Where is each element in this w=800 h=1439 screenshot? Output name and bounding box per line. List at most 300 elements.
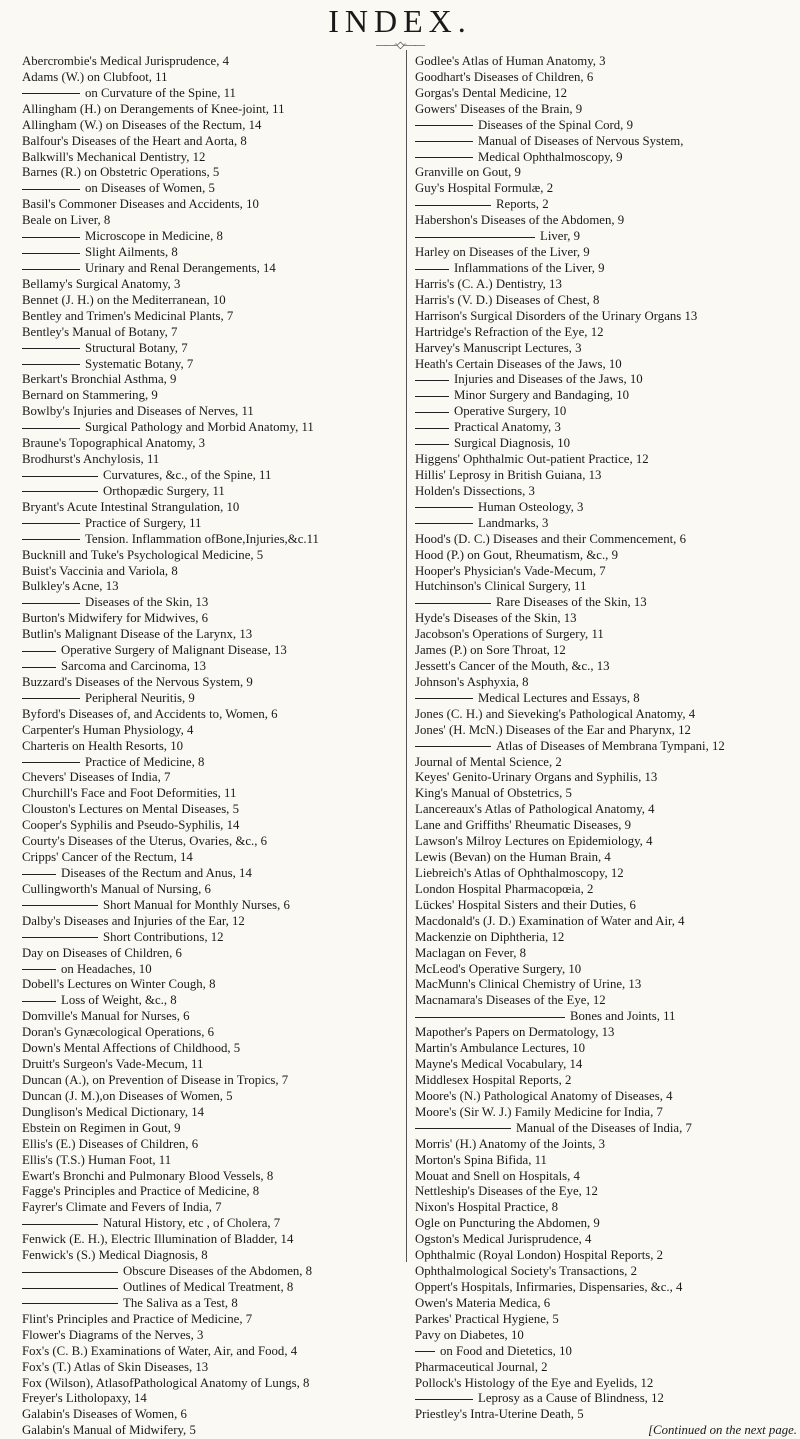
index-entry xyxy=(22,1407,404,1423)
index-entry xyxy=(415,357,797,373)
index-entry-text: Fox's (C. B.) Examinations of Water, Air, and Food, 4 xyxy=(22,1343,298,1358)
index-entry-text: Keyes' Genito-Urinary Organs and Syphilis, 13 xyxy=(415,770,658,785)
ditto-dash xyxy=(22,905,98,906)
ditto-dash xyxy=(415,1399,473,1400)
index-entry xyxy=(415,659,797,675)
index-entry-text: Bernard on Stammering, 9 xyxy=(22,388,158,403)
index-entry-text: Balkwill's Mechanical Dentistry, 12 xyxy=(22,149,206,164)
index-entry-text: Leprosy as a Cause of Blindness, 12 xyxy=(478,1391,664,1406)
index-entry xyxy=(415,102,797,118)
index-entry xyxy=(22,516,404,532)
index-entry xyxy=(22,1391,404,1407)
index-entry-text: Allingham (H.) on Derangements of Knee-joint, 11 xyxy=(22,101,285,116)
index-entry xyxy=(22,675,404,691)
index-entry-text: Mayne's Medical Vocabulary, 14 xyxy=(415,1057,583,1072)
index-entry xyxy=(22,150,404,166)
index-entry xyxy=(22,197,404,213)
index-entry-text: Cullingworth's Manual of Nursing, 6 xyxy=(22,881,211,896)
index-entry xyxy=(22,1232,404,1248)
ditto-dash xyxy=(22,969,56,970)
ditto-dash xyxy=(22,762,80,763)
index-entry xyxy=(22,229,404,245)
index-entry xyxy=(22,993,404,1009)
index-entry xyxy=(22,1296,404,1312)
index-entry-text: Urinary and Renal Derangements, 14 xyxy=(85,260,276,275)
index-entry-text: Harrison's Surgical Disorders of the Urinary Organs 13 xyxy=(415,308,698,323)
index-entry-text: Diseases of the Spinal Cord, 9 xyxy=(478,117,633,132)
index-entry xyxy=(415,946,797,962)
index-entry xyxy=(415,882,797,898)
ditto-dash xyxy=(22,1001,56,1002)
index-entry xyxy=(22,1423,404,1439)
index-entry xyxy=(22,1073,404,1089)
ditto-dash xyxy=(22,874,56,875)
ditto-dash xyxy=(22,189,80,190)
index-entry xyxy=(22,1376,404,1392)
index-entry-text: Godlee's Atlas of Human Anatomy, 3 xyxy=(415,54,606,68)
index-entry-text: Courty's Diseases of the Uterus, Ovaries, &c., 6 xyxy=(22,834,268,849)
index-entry-text: Journal of Mental Science, 2 xyxy=(415,754,562,769)
index-entry xyxy=(22,882,404,898)
index-entry-text: Habershon's Diseases of the Abdomen, 9 xyxy=(415,213,625,228)
index-entry xyxy=(415,452,797,468)
index-entry xyxy=(22,404,404,420)
index-entry xyxy=(415,134,797,150)
index-entry xyxy=(415,54,797,70)
index-entry-text: Practice of Medicine, 8 xyxy=(85,754,205,769)
index-entry xyxy=(22,611,404,627)
index-entry-text: Macdonald's (J. D.) Examination of Water and Air, 4 xyxy=(415,913,685,928)
ditto-dash xyxy=(415,746,491,747)
index-entry-text: Pollock's Histology of the Eye and Eyelids, 12 xyxy=(415,1375,654,1390)
index-entry-text: McLeod's Operative Surgery, 10 xyxy=(415,961,582,976)
index-entry xyxy=(415,914,797,930)
ditto-dash xyxy=(22,603,80,604)
index-entry-text: Mackenzie on Diphtheria, 12 xyxy=(415,929,565,944)
index-entry-text: Microscope in Medicine, 8 xyxy=(85,229,223,244)
index-entry xyxy=(415,962,797,978)
ditto-dash xyxy=(22,491,98,492)
index-entry-text: Ogston's Medical Jurisprudence, 4 xyxy=(415,1232,592,1247)
index-entry-text: Jones' (H. McN.) Diseases of the Ear and Pharynx, 12 xyxy=(415,722,691,737)
index-entry-text: Bennet (J. H.) on the Mediterranean, 10 xyxy=(22,292,226,307)
index-entry xyxy=(22,643,404,659)
index-entry xyxy=(22,834,404,850)
index-entry xyxy=(22,1137,404,1153)
index-entry-text: Pavy on Diabetes, 10 xyxy=(415,1327,524,1342)
index-entry xyxy=(22,564,404,580)
index-entry-text: Bowlby's Injuries and Diseases of Nerves, 11 xyxy=(22,404,254,419)
index-entry xyxy=(22,134,404,150)
index-entry-text: Bones and Joints, 11 xyxy=(570,1009,676,1024)
index-entry-text: on Curvature of the Spine, 11 xyxy=(85,85,236,100)
index-entry-text: Injuries and Diseases of the Jaws, 10 xyxy=(454,372,643,387)
index-entry xyxy=(22,659,404,675)
index-entry-text: Moore's (Sir W. J.) Family Medicine for India, 7 xyxy=(415,1104,663,1119)
index-entry-text: Duncan (A.), on Prevention of Disease in Tropics, 7 xyxy=(22,1073,289,1087)
index-entry xyxy=(415,1216,797,1232)
index-entry-text: Druitt's Surgeon's Vade-Mecum, 11 xyxy=(22,1057,204,1072)
index-entry-text: Flower's Diagrams of the Nerves, 3 xyxy=(22,1327,204,1342)
index-entry xyxy=(22,54,404,70)
continued-note: [Continued on the next page. xyxy=(648,1423,797,1438)
index-entry xyxy=(22,1360,404,1376)
index-entry xyxy=(22,898,404,914)
index-entry-text: Pharmaceutical Journal, 2 xyxy=(415,1359,548,1374)
index-entry-text: Medical Lectures and Essays, 8 xyxy=(478,690,640,705)
index-entry xyxy=(22,914,404,930)
ditto-dash xyxy=(415,1351,435,1352)
index-entry xyxy=(22,818,404,834)
ditto-dash xyxy=(415,269,449,270)
index-entry-text: Macnamara's Diseases of the Eye, 12 xyxy=(415,993,606,1008)
index-entry-text: Burton's Midwifery for Midwives, 6 xyxy=(22,611,209,626)
index-entry-text: Nixon's Hospital Practice, 8 xyxy=(415,1200,559,1215)
index-entry xyxy=(22,436,404,452)
index-entry xyxy=(415,1280,797,1296)
ditto-dash xyxy=(415,1128,511,1129)
ditto-dash xyxy=(415,396,449,397)
index-entry xyxy=(415,532,797,548)
index-entry-text: Buzzard's Diseases of the Nervous System, 9 xyxy=(22,674,253,689)
index-entry-text: Doran's Gynæcological Operations, 6 xyxy=(22,1025,215,1040)
ditto-dash xyxy=(415,205,491,206)
index-entry-text: Inflammations of the Liver, 9 xyxy=(454,260,605,275)
ditto-dash xyxy=(22,253,80,254)
index-entry-text: Cooper's Syphilis and Pseudo-Syphilis, 14 xyxy=(22,818,240,833)
index-entry xyxy=(415,1009,797,1025)
index-entry-text: Adams (W.) on Clubfoot, 11 xyxy=(22,69,168,84)
index-entry xyxy=(415,500,797,516)
index-entry-text: Harris's (C. A.) Dentistry, 13 xyxy=(415,276,562,291)
index-entry xyxy=(415,245,797,261)
index-entry-text: Jones (C. H.) and Sieveking's Pathological Anatomy, 4 xyxy=(415,706,696,721)
index-entry xyxy=(22,977,404,993)
index-entry xyxy=(22,707,404,723)
index-entry-text: Medical Ophthalmoscopy, 9 xyxy=(478,149,623,164)
index-entry-text: Lane and Griffiths' Rheumatic Diseases, 9 xyxy=(415,818,632,833)
index-entry-text: Goodhart's Diseases of Children, 6 xyxy=(415,69,594,84)
index-entry xyxy=(22,866,404,882)
index-entry-text: Braune's Topographical Anatomy, 3 xyxy=(22,436,206,451)
index-entry xyxy=(415,468,797,484)
index-entry-text: Harris's (V. D.) Diseases of Chest, 8 xyxy=(415,292,600,307)
index-entry-text: Domville's Manual for Nurses, 6 xyxy=(22,1009,190,1024)
index-entry xyxy=(415,1391,797,1407)
index-entry-text: Systematic Botany, 7 xyxy=(85,356,194,371)
index-entry-text: Hooper's Physician's Vade-Mecum, 7 xyxy=(415,563,606,578)
ditto-dash xyxy=(415,523,473,524)
ditto-dash xyxy=(415,507,473,508)
index-entry-text: Fenwick (E. H.), Electric Illumination of Bladder, 14 xyxy=(22,1232,294,1247)
index-entry-text: Manual of Diseases of Nervous System, xyxy=(478,133,684,148)
index-entry-text: Diseases of the Rectum and Anus, 14 xyxy=(61,866,252,881)
index-entry-text: Short Contributions, 12 xyxy=(103,929,224,944)
index-entry-text: Hyde's Diseases of the Skin, 13 xyxy=(415,611,577,626)
index-entry-text: Bryant's Acute Intestinal Strangulation, 10 xyxy=(22,499,240,514)
index-entry xyxy=(415,165,797,181)
index-entry-text: Hartridge's Refraction of the Eye, 12 xyxy=(415,324,604,339)
index-entry-text: Hood (P.) on Gout, Rheumatism, &c., 9 xyxy=(415,547,618,562)
index-entry xyxy=(415,1137,797,1153)
index-entry-text: Bucknill and Tuke's Psychological Medicine, 5 xyxy=(22,547,264,562)
index-entry-text: Practice of Surgery, 11 xyxy=(85,515,202,530)
index-entry xyxy=(22,245,404,261)
ditto-dash xyxy=(415,444,449,445)
index-entry xyxy=(22,118,404,134)
index-entry xyxy=(415,1057,797,1073)
index-entry-text: Granville on Gout, 9 xyxy=(415,165,521,180)
index-entry-text: Rare Diseases of the Skin, 13 xyxy=(496,595,647,610)
index-entry xyxy=(22,500,404,516)
ditto-dash xyxy=(22,1224,98,1225)
index-entry xyxy=(22,1057,404,1073)
index-entry-text: Abercrombie's Medical Jurisprudence, 4 xyxy=(22,54,229,68)
index-entry-text: Jessett's Cancer of the Mouth, &c., 13 xyxy=(415,659,610,674)
index-entry xyxy=(22,325,404,341)
index-entry xyxy=(22,802,404,818)
index-entry xyxy=(22,739,404,755)
index-entry-text: Structural Botany, 7 xyxy=(85,340,188,355)
index-entry-text: Harley on Diseases of the Liver, 9 xyxy=(415,245,590,260)
index-entry-text: Priestley's Intra-Uterine Death, 5 xyxy=(415,1407,584,1422)
index-entry-text: Bentley and Trimen's Medicinal Plants, 7 xyxy=(22,308,234,323)
index-entry-text: Surgical Pathology and Morbid Anatomy, 11 xyxy=(85,420,314,435)
ditto-dash xyxy=(22,428,80,429)
index-entry-text: Freyer's Litholopaxy, 14 xyxy=(22,1391,147,1406)
index-entry-text: Morton's Spina Bifida, 11 xyxy=(415,1152,547,1167)
index-entry xyxy=(415,277,797,293)
column-divider xyxy=(406,50,407,1262)
index-entry xyxy=(415,293,797,309)
index-entry-text: Brodhurst's Anchylosis, 11 xyxy=(22,452,160,467)
ditto-dash xyxy=(415,157,473,158)
index-entry xyxy=(415,1264,797,1280)
index-entry xyxy=(415,627,797,643)
index-entry xyxy=(415,564,797,580)
index-entry xyxy=(415,834,797,850)
index-entry-text: Holden's Dissections, 3 xyxy=(415,483,535,498)
index-entry-text: Buist's Vaccinia and Variola, 8 xyxy=(22,563,178,578)
index-entry xyxy=(415,388,797,404)
index-entry-text: Middlesex Hospital Reports, 2 xyxy=(415,1073,572,1087)
index-entry xyxy=(22,261,404,277)
index-entry-text: Butlin's Malignant Disease of the Larynx, 13 xyxy=(22,627,253,642)
index-entry xyxy=(415,150,797,166)
index-entry xyxy=(415,197,797,213)
index-entry xyxy=(415,548,797,564)
index-entry xyxy=(415,770,797,786)
index-entry-text: Down's Mental Affections of Childhood, 5 xyxy=(22,1041,241,1056)
index-entry xyxy=(415,372,797,388)
index-entry-text: Jacobson's Operations of Surgery, 11 xyxy=(415,627,604,642)
ditto-dash xyxy=(415,1017,565,1018)
ditto-dash xyxy=(415,428,449,429)
index-entry-text: Bulkley's Acne, 13 xyxy=(22,579,119,594)
index-entry-text: Dunglison's Medical Dictionary, 14 xyxy=(22,1104,205,1119)
index-entry xyxy=(415,691,797,707)
index-entry xyxy=(415,786,797,802)
index-entry-text: Mapother's Papers on Dermatology, 13 xyxy=(415,1025,615,1040)
index-entry xyxy=(415,898,797,914)
index-entry xyxy=(22,484,404,500)
index-entry xyxy=(415,1407,797,1423)
index-entry xyxy=(22,1153,404,1169)
ditto-dash xyxy=(22,1303,118,1304)
index-entry-text: Galabin's Diseases of Women, 6 xyxy=(22,1407,187,1422)
ditto-dash xyxy=(22,651,56,652)
index-entry-text: Sarcoma and Carcinoma, 13 xyxy=(61,659,206,674)
index-entry-text: The Saliva as a Test, 8 xyxy=(123,1295,238,1310)
index-entry xyxy=(415,1073,797,1089)
index-entry xyxy=(415,86,797,102)
index-entry-text: King's Manual of Obstetrics, 5 xyxy=(415,786,572,801)
index-entry xyxy=(415,1025,797,1041)
index-entry-text: Outlines of Medical Treatment, 8 xyxy=(123,1279,294,1294)
ditto-dash xyxy=(415,237,535,238)
index-entry xyxy=(22,691,404,707)
index-entry xyxy=(22,723,404,739)
index-entry-text: Lancereaux's Atlas of Pathological Anatomy, 4 xyxy=(415,802,655,817)
index-entry-text: Morris' (H.) Anatomy of the Joints, 3 xyxy=(415,1136,605,1151)
index-entry xyxy=(22,946,404,962)
index-entry-text: Hutchinson's Clinical Surgery, 11 xyxy=(415,579,587,594)
index-entry-text: Atlas of Diseases of Membrana Tympani, 12 xyxy=(496,738,725,753)
index-entry-text: Heath's Certain Diseases of the Jaws, 10 xyxy=(415,356,622,371)
index-entry-text: Practical Anatomy, 3 xyxy=(454,420,561,435)
index-entry xyxy=(22,1216,404,1232)
index-entry-text: Moore's (N.) Pathological Anatomy of Diseases, 4 xyxy=(415,1088,673,1103)
ditto-dash xyxy=(415,141,473,142)
index-entry-text: Berkart's Bronchial Asthma, 9 xyxy=(22,372,177,387)
index-entry xyxy=(415,70,797,86)
ditto-dash xyxy=(22,539,80,540)
index-entry-text: Day on Diseases of Children, 6 xyxy=(22,945,182,960)
index-entry xyxy=(22,532,404,548)
index-entry xyxy=(415,1169,797,1185)
index-entry xyxy=(22,1328,404,1344)
index-entry-text: Human Osteology, 3 xyxy=(478,499,584,514)
index-column-right xyxy=(415,54,797,1439)
index-entry xyxy=(415,579,797,595)
index-entry-text: Carpenter's Human Physiology, 4 xyxy=(22,722,194,737)
index-entry xyxy=(22,1121,404,1137)
index-entry xyxy=(415,1344,797,1360)
index-entry-text: Fayrer's Climate and Fevers of India, 7 xyxy=(22,1200,222,1215)
index-entry-text: Minor Surgery and Bandaging, 10 xyxy=(454,388,629,403)
index-entry-text: Operative Surgery, 10 xyxy=(454,404,567,419)
index-entry xyxy=(22,1169,404,1185)
index-entry xyxy=(415,1153,797,1169)
index-entry-text: Clouston's Lectures on Mental Diseases, 5 xyxy=(22,802,239,817)
index-entry xyxy=(415,1184,797,1200)
index-entry xyxy=(415,261,797,277)
index-entry-text: Galabin's Manual of Midwifery, 5 xyxy=(22,1423,196,1438)
index-entry xyxy=(415,707,797,723)
index-entry-text: Hood's (D. C.) Diseases and their Commencement, 6 xyxy=(415,531,686,546)
index-entry-text: Cripps' Cancer of the Rectum, 14 xyxy=(22,850,193,865)
index-entry-text: on Headaches, 10 xyxy=(61,961,152,976)
index-entry xyxy=(415,1376,797,1392)
index-entry-text: Fenwick's (S.) Medical Diagnosis, 8 xyxy=(22,1248,208,1263)
index-entry-text: Peripheral Neuritis, 9 xyxy=(85,690,195,705)
index-entry-text: Slight Ailments, 8 xyxy=(85,245,178,260)
index-entry xyxy=(415,595,797,611)
index-entry-text: Gorgas's Dental Medicine, 12 xyxy=(415,85,568,100)
index-entry-text: London Hospital Pharmacopœia, 2 xyxy=(415,881,594,896)
index-entry-text: Orthopædic Surgery, 11 xyxy=(103,483,225,498)
index-entry xyxy=(415,930,797,946)
index-entry-text: Dobell's Lectures on Winter Cough, 8 xyxy=(22,977,216,992)
index-entry xyxy=(415,1105,797,1121)
index-entry xyxy=(415,325,797,341)
index-entry-text: Barnes (R.) on Obstetric Operations, 5 xyxy=(22,165,220,180)
index-entry xyxy=(22,1041,404,1057)
index-entry xyxy=(415,1200,797,1216)
index-entry-text: Short Manual for Monthly Nurses, 6 xyxy=(103,897,290,912)
index-entry xyxy=(415,181,797,197)
index-entry xyxy=(22,595,404,611)
index-entry-text: Bellamy's Surgical Anatomy, 3 xyxy=(22,276,181,291)
index-entry xyxy=(415,1328,797,1344)
index-entry xyxy=(22,1344,404,1360)
index-entry-text: Fox (Wilson), AtlasofPathological Anatomy of Lungs, 8 xyxy=(22,1375,310,1390)
index-entry xyxy=(415,484,797,500)
ditto-dash xyxy=(22,523,80,524)
index-entry xyxy=(415,516,797,532)
index-entry-text: Harvey's Manuscript Lectures, 3 xyxy=(415,340,582,355)
index-entry-text: Ellis's (E.) Diseases of Children, 6 xyxy=(22,1136,199,1151)
index-entry xyxy=(415,818,797,834)
index-entry xyxy=(22,1009,404,1025)
index-entry xyxy=(22,1248,404,1264)
ditto-dash xyxy=(415,380,449,381)
ditto-dash xyxy=(415,125,473,126)
index-entry-text: Charteris on Health Resorts, 10 xyxy=(22,738,183,753)
ditto-dash xyxy=(22,937,98,938)
index-entry xyxy=(22,165,404,181)
index-entry xyxy=(22,468,404,484)
ditto-dash xyxy=(22,93,80,94)
index-entry xyxy=(415,643,797,659)
index-entry-text: Landmarks, 3 xyxy=(478,515,549,530)
index-entry-text: Beale on Liver, 8 xyxy=(22,213,111,228)
index-entry-text: Parkes' Practical Hygiene, 5 xyxy=(415,1311,559,1326)
index-entry-text: Lawson's Milroy Lectures on Epidemiology, 4 xyxy=(415,834,653,849)
index-entry-text: on Diseases of Women, 5 xyxy=(85,181,215,196)
index-entry xyxy=(22,770,404,786)
index-entry xyxy=(415,341,797,357)
index-entry-text: Liebreich's Atlas of Ophthalmoscopy, 12 xyxy=(415,866,624,881)
index-entry xyxy=(22,850,404,866)
page-title: INDEX. xyxy=(328,3,472,39)
index-entry-text: Obscure Diseases of the Abdomen, 8 xyxy=(123,1264,313,1279)
index-entry xyxy=(415,993,797,1009)
index-entry xyxy=(22,1184,404,1200)
index-entry-text: Guy's Hospital Formulæ, 2 xyxy=(415,181,554,196)
index-entry xyxy=(22,341,404,357)
index-entry xyxy=(22,70,404,86)
index-entry xyxy=(415,866,797,882)
ditto-dash xyxy=(22,269,80,270)
index-entry-text: Reports, 2 xyxy=(496,197,549,212)
index-entry-text: Operative Surgery of Malignant Disease, 13 xyxy=(61,643,287,658)
index-entry xyxy=(415,1312,797,1328)
index-entry xyxy=(415,404,797,420)
index-entry xyxy=(415,420,797,436)
index-entry-text: Maclagan on Fever, 8 xyxy=(415,945,527,960)
index-entry-text: Johnson's Asphyxia, 8 xyxy=(415,674,529,689)
